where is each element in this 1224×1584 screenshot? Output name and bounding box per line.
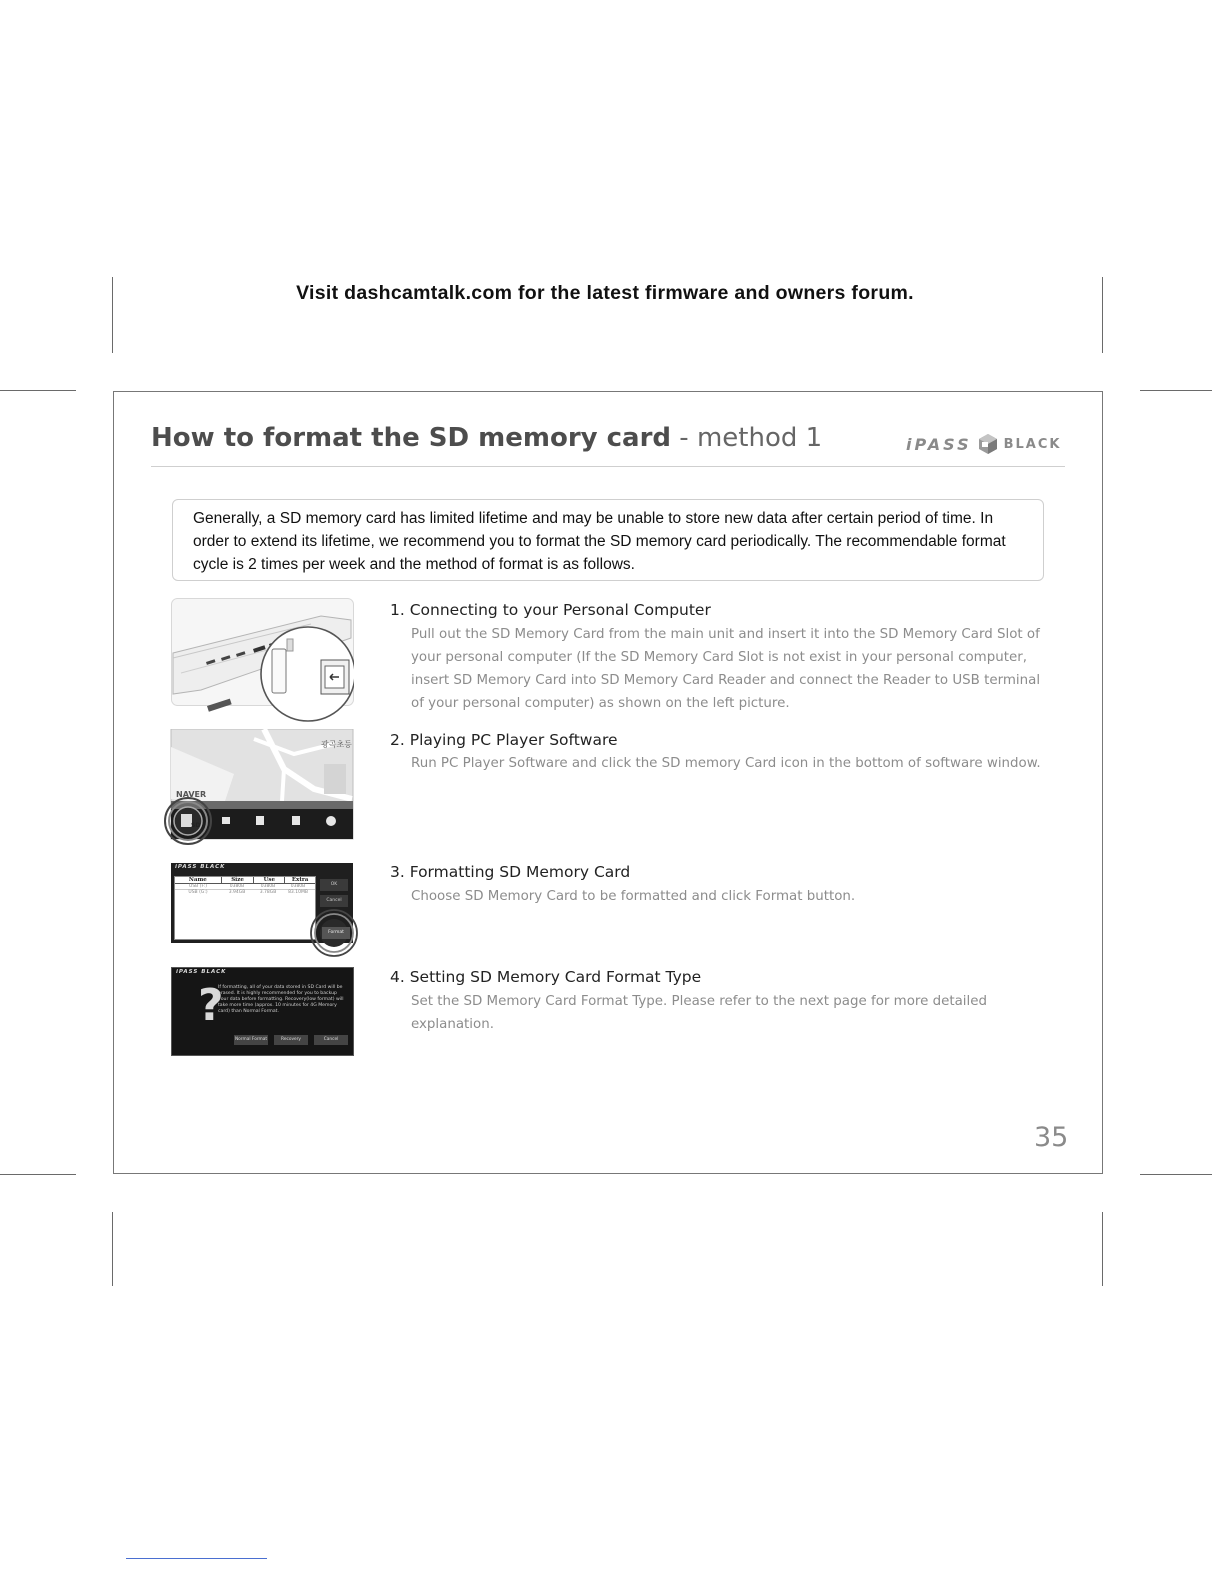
title-divider	[151, 466, 1065, 467]
table-header-row	[175, 877, 315, 884]
cell-extra: 0380B	[290, 884, 306, 889]
player-software-screenshot	[164, 729, 356, 845]
dialog-brand: iPASS BLACK	[176, 969, 227, 975]
cell-name: USB (G:)	[188, 890, 208, 895]
format-warning-text: If formatting, all of your data stored in SD Card will be erased. It is highly recommended for you to backup your data before formatting. Recovery(low format) will take more time (approx. 10 minutes for 4G Memory card) than Normal Format.	[218, 985, 344, 1014]
title-bold: How to format the SD memory card	[151, 423, 672, 453]
format-button[interactable]: Format	[322, 927, 350, 939]
page-title	[151, 423, 822, 453]
table-row	[175, 890, 315, 895]
footnote-rule	[126, 1558, 267, 1559]
map-logo: NAVER	[176, 790, 207, 799]
page-number: 35	[1034, 1122, 1069, 1153]
crop-mark-right-top	[1140, 390, 1212, 391]
brand-logo	[906, 433, 1061, 455]
step-1-description: Pull out the SD Memory Card from the main unit and insert it into the SD Memory Card Slot of your personal computer (If the SD Memory Card Slot is not exist in your personal computer, insert SD Memory Card into SD Memory Card Reader and connect the Reader to USB terminal of your personal computer) as shown on the left picture.	[411, 627, 1041, 711]
title-suffix: - method 1	[671, 423, 823, 453]
header-size: Size	[222, 877, 255, 883]
sd-icon: SD	[191, 822, 201, 829]
crop-mark-bottom-right	[1102, 1212, 1103, 1286]
drive-table	[174, 876, 316, 940]
header-use: Use	[254, 877, 285, 883]
cell-use: 0380B	[260, 884, 276, 889]
crop-mark-right-bottom	[1140, 1174, 1212, 1175]
banner-text: Visit dashcamtalk.com for the latest firmware and owners forum.	[296, 282, 914, 304]
header-extra: Extra	[291, 877, 309, 883]
step-1-title: 1. Connecting to your Personal Computer	[390, 601, 711, 619]
brand-black: BLACK	[1003, 436, 1062, 452]
cell-size: 0380B	[229, 884, 245, 889]
cube-icon	[977, 433, 999, 455]
cell-use: 3.78GB	[259, 890, 277, 895]
ok-button[interactable]: OK	[320, 879, 348, 891]
cancel-button[interactable]: Cancel	[314, 1035, 348, 1045]
intro-box: Generally, a SD memory card has limited lifetime and may be unable to store new data after certain period of time. In order to extend its lifetime, we recommend you to format the SD memory card periodically. The recommendable format cycle is 2 times per week and the method of format is as follows.	[172, 499, 1044, 581]
cell-extra: 83.10MB	[288, 890, 308, 895]
laptop-sd-illustration	[171, 598, 354, 723]
crop-mark-left-bottom	[0, 1174, 76, 1175]
normal-format-button[interactable]: Normal Format	[234, 1035, 268, 1045]
step-3-title: 3. Formatting SD Memory Card	[390, 863, 631, 881]
step-4-description: Set the SD Memory Card Format Type. Please refer to the next page for more detailed explanation.	[411, 994, 987, 1032]
step-2-description: Run PC Player Software and click the SD memory Card icon in the bottom of software window.	[411, 756, 1041, 771]
step-3-description: Choose SD Memory Card to be formatted and click Format button.	[411, 889, 856, 904]
brand-ipass: iPASS	[906, 434, 972, 454]
cell-name: USB (F:)	[189, 884, 207, 889]
format-type-dialog-screenshot	[171, 967, 354, 1056]
step-2-title: 2. Playing PC Player Software	[390, 731, 618, 749]
crop-mark-bottom-left	[112, 1212, 113, 1286]
crop-mark-left-top	[0, 390, 76, 391]
recovery-button[interactable]: Recovery	[274, 1035, 308, 1045]
map-place-label: 광곡초등	[321, 740, 352, 749]
step-4-title: 4. Setting SD Memory Card Format Type	[390, 968, 702, 986]
dialog-brand: iPASS BLACK	[175, 864, 226, 870]
cancel-button[interactable]: Cancel	[320, 895, 348, 907]
cell-size: 3.94GB	[228, 890, 246, 895]
question-icon: ?	[198, 980, 224, 1031]
format-dialog-screenshot	[171, 863, 361, 959]
header-name: Name	[175, 877, 222, 883]
